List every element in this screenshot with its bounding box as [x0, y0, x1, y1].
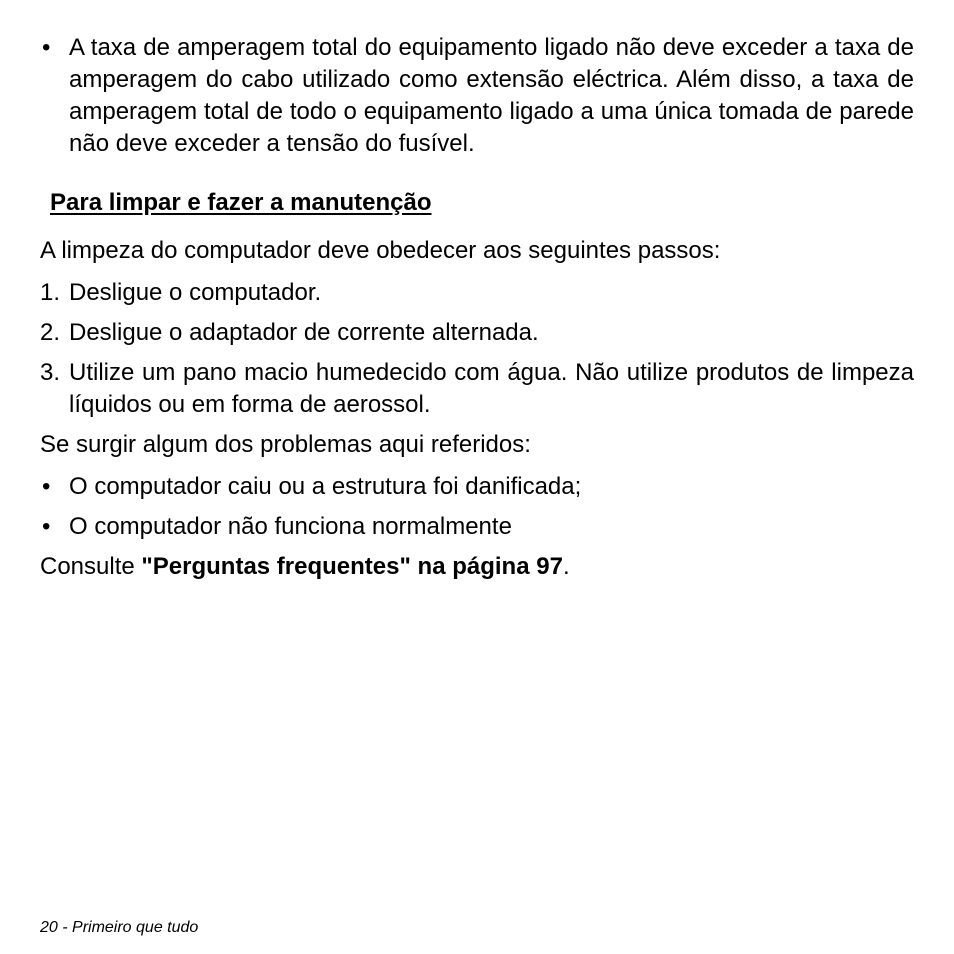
- problem-bullet-item: [40, 511, 914, 543]
- problem-text: O computador caiu ou a estrutura foi danificada;: [69, 473, 582, 500]
- section-intro: A limpeza do computador deve obedecer aos seguintes passos:: [40, 237, 721, 264]
- step-item: [40, 357, 914, 421]
- intro-bullet-item: [40, 32, 914, 160]
- problem-text: O computador não funciona normalmente: [69, 513, 512, 540]
- step-item: [40, 317, 914, 349]
- consult-line: [40, 551, 914, 583]
- step-number: 3.: [40, 359, 61, 386]
- bullet-marker: •: [42, 513, 51, 540]
- consult-prefix: Consulte: [40, 553, 142, 580]
- step-number: 2.: [40, 319, 61, 346]
- step-text: Desligue o computador.: [69, 279, 322, 306]
- bullet-marker: •: [42, 473, 51, 500]
- section-heading: Para limpar e fazer a manutenção: [50, 189, 432, 216]
- problems-intro: Se surgir algum dos problemas aqui referidos:: [40, 431, 531, 458]
- step-text: Desligue o adaptador de corrente alternada.: [69, 319, 539, 346]
- intro-bullet-text: A taxa de amperagem total do equipamento ligado não deve exceder a taxa de amperagem do cabo utilizado como extensão eléctrica. Além disso, a taxa de amperagem total de todo o equipamento ligado a uma única tomada de parede não deve exceder a tensão do fusível.: [69, 34, 914, 157]
- step-item: [40, 277, 914, 309]
- bullet-marker: •: [42, 34, 51, 61]
- step-number: 1.: [40, 279, 61, 306]
- document-page: [40, 32, 914, 583]
- consult-suffix: .: [562, 553, 570, 580]
- faq-cross-reference-link[interactable]: "Perguntas frequentes" na página 97: [141, 553, 563, 580]
- page-footer: 20 - Primeiro que tudo: [40, 919, 199, 936]
- step-text: Utilize um pano macio humedecido com água. Não utilize produtos de limpeza líquidos ou em forma de aerossol.: [69, 359, 914, 418]
- problem-bullet-item: [40, 471, 914, 503]
